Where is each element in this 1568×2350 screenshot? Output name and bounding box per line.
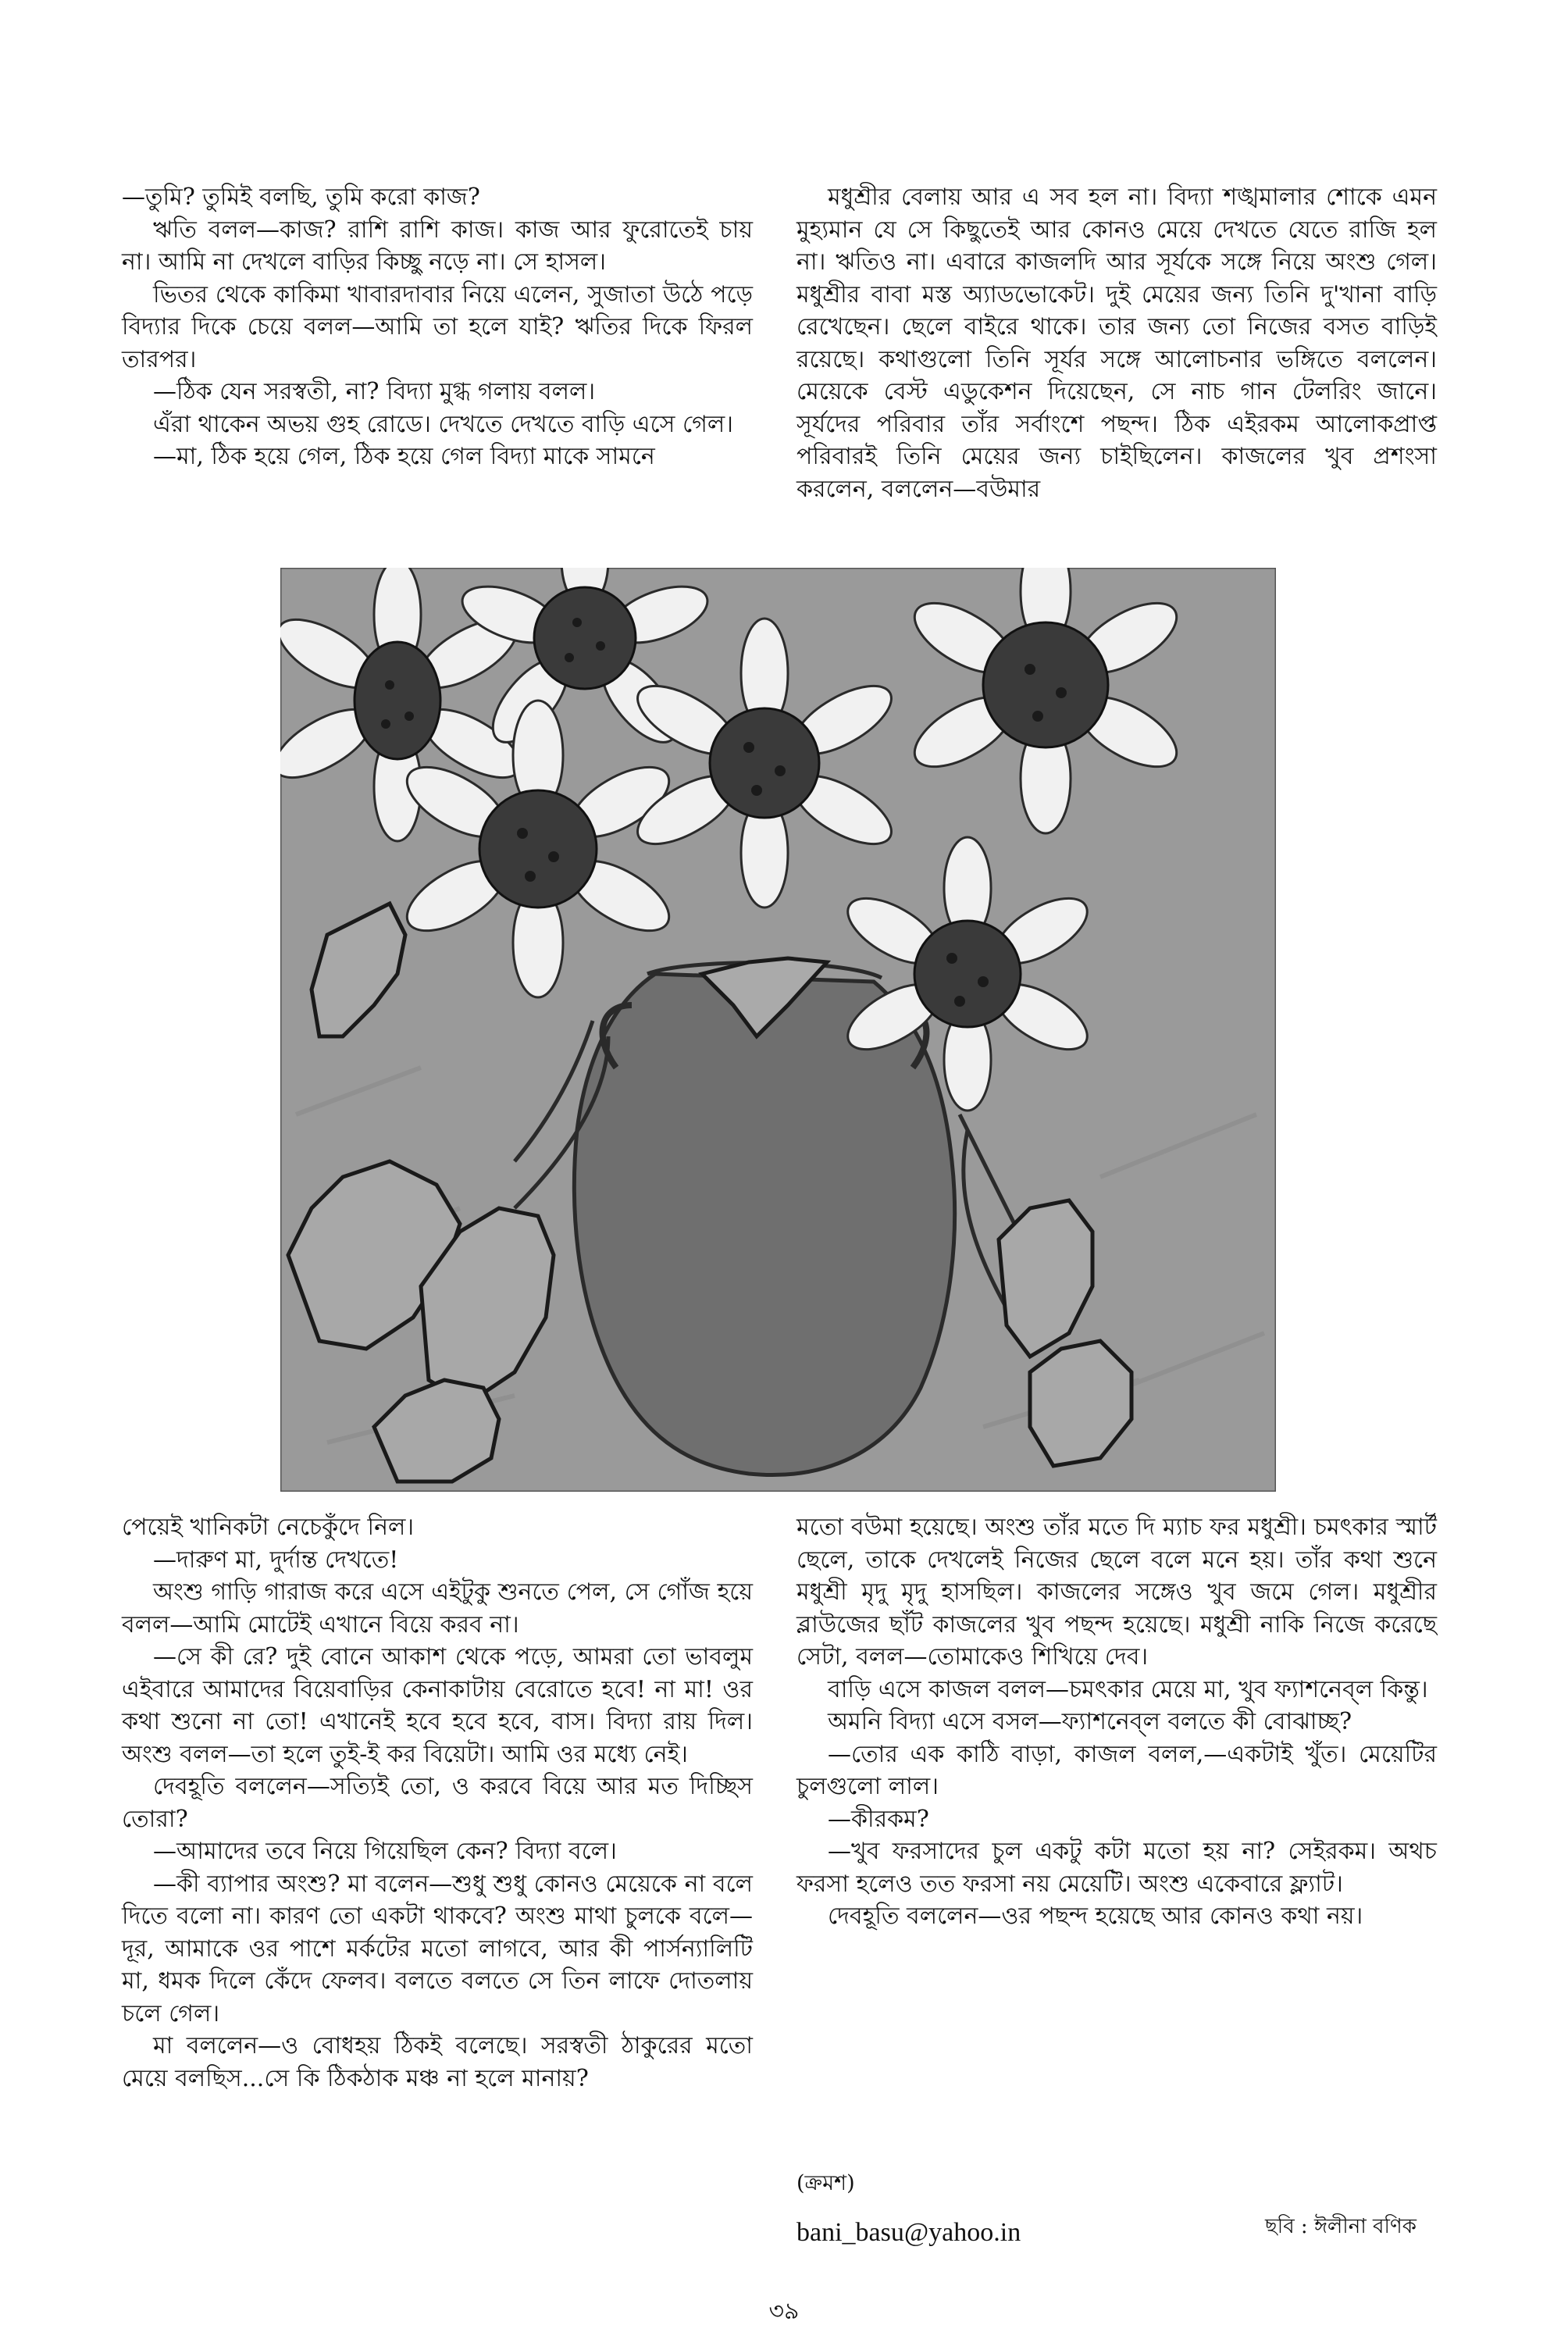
page-number: ৩৯: [768, 2298, 800, 2325]
paragraph: —তুমি? তুমিই বলছি, তুমি করো কাজ?: [122, 184, 480, 211]
paragraph: ভিতর থেকে কাকিমা খাবারদাবার নিয়ে এলেন, সুজাতা উঠে পড়ে বিদ্যার দিকে চেয়ে বলল—আমি তা হলে যাই? ঋতির দিকে ফিরল তারপর।: [122, 280, 753, 373]
paragraph: অংশু গাড়ি গারাজ করে এসে এইটুকু শুনতে পেল, সে গোঁজ হয়ে বলল—আমি মোটেই এখানে বিয়ে করব না।: [122, 1578, 753, 1639]
illustration-credit: ছবি : ঈলীনা বণিক: [1265, 2215, 1417, 2238]
paragraph: —তোর এক কাঠি বাড়া, কাজল বলল,—একটাই খুঁত। মেয়েটির চুলগুলো লাল।: [796, 1740, 1437, 1800]
paragraph: —কী ব্যাপার অংশু? মা বলেন—শুধু শুধু কোনও মেয়েকে না বলে দিতে বলো না। কারণ তো একটা থাকবে? অংশু মাথা চুলকে বলে—দূর, আমাকে ওর পাশে মর্কটের মতো লাগবে, আর কী পার্সন্যালিটি মা, ধমক দিলে কেঁদে ফেলব। বলতে বলতে সে তিন লাফে দোতলায় চলে গেল।: [122, 1870, 753, 2027]
paragraph: দেবহূতি বললেন—ওর পছন্দ হয়েছে আর কোনও কথা নয়।: [828, 1902, 1363, 1930]
paragraph: —মা, ঠিক হয়ে গেল, ঠিক হয়ে গেল বিদ্যা মাকে সামনে: [153, 443, 655, 470]
paragraph: —দারুণ মা, দুর্দান্ত দেখতে!: [153, 1546, 399, 1574]
author-email: bani_basu@yahoo.in: [796, 2218, 1021, 2247]
paragraph: মধুশ্রীর বেলায় আর এ সব হল না। বিদ্যা শঙ্খমালার শোকে এমন মুহ্যমান যে সে কিছুতেই আর কোনও মেয়ে দেখতে যেতে রাজি হল না। ঋতিও না। এবারে কাজলদি আর সূর্যকে সঙ্গে নিয়ে অংশু গেল। মধুশ্রীর বাবা মস্ত অ্যাডভোকেট। দুই মেয়ের জন্য তিনি দু'খানা বাড়ি রেখেছেন। ছেলে বাইরে থাকে। তার জন্য তো নিজের বসত বাড়িই রয়েছে। কথাগুলো তিনি সূর্যর সঙ্গে আলোচনার ভঙ্গিতে বললেন। মেয়েকে বেস্ট এডুকেশন দিয়েছেন, সে নাচ গান টেলরিং জানে। সূর্যদের পরিবার তাঁর সর্বাংশে পছন্দ। ঠিক এইরকম আলোকপ্রাপ্ত পরিবারই তিনি মেয়ের জন্য চাইছিলেন। কাজলের খুব প্রশংসা করলেন, বললেন—বউমার: [796, 184, 1437, 503]
sunflower-vase-illustration: [280, 568, 1276, 1492]
paragraph: —সে কী রে? দুই বোনে আকাশ থেকে পড়ে, আমরা তো ভাবলুম এইবারে আমাদের বিয়েবাড়ির কেনাকাটায় বেরোতে হবে! না মা! ওর কথা শুনো না তো! এখানেই হবে হবে হবে, বাস। বিদ্যা রায় দিল। অংশু বলল—তা হলে তুই-ই কর বিয়েটা। আমি ওর মধ্যে নেই।: [122, 1643, 753, 1768]
paragraph: অমনি বিদ্যা এসে বসল—ফ্যাশনেব্‌ল বলতে কী বোঝাচ্ছ?: [828, 1708, 1352, 1735]
paragraph: ঋতি বলল—কাজ? রাশি রাশি কাজ। কাজ আর ফুরোতেই চায় না। আমি না দেখলে বাড়ির কিচ্ছু নড়ে না। সে হাসল।: [122, 216, 753, 276]
paragraph: —আমাদের তবে নিয়ে গিয়েছিল কেন? বিদ্যা বলে।: [153, 1838, 617, 1865]
paragraph: —খুব ফরসাদের চুল একটু কটা মতো হয় না? সেইরকম। অথচ ফরসা হলেও তত ফরসা নয় মেয়েটি। অংশু একেবারে ফ্ল্যাট।: [796, 1838, 1437, 1898]
paragraph: পেয়েই খানিকটা নেচেকুঁদে নিল।: [122, 1514, 415, 1541]
paragraph: বাড়ি এসে কাজল বলল—চমৎকার মেয়ে মা, খুব ফ্যাশনেব্‌ল কিন্তু।: [828, 1675, 1428, 1703]
paragraph: মা বললেন—ও বোধহয় ঠিকই বলেছে। সরস্বতী ঠাকুরের মতো মেয়ে বলছিস...সে কি ঠিকঠাক মঞ্চ না হলে মানায়?: [122, 2032, 753, 2092]
article-column-bottom-left: [122, 1511, 753, 2095]
paragraph: এঁরা থাকেন অভয় গুহ রোডে। দেখতে দেখতে বাড়ি এসে গেল।: [153, 410, 733, 438]
continued-label: (ক্রমশ): [796, 2171, 855, 2195]
article-column-top-right: [796, 181, 1437, 505]
article-column-top-left: [122, 181, 753, 473]
article-column-bottom-right: [796, 1511, 1437, 1933]
paragraph: —কীরকম?: [828, 1805, 929, 1833]
paragraph: —ঠিক যেন সরস্বতী, না? বিদ্যা মুগ্ধ গলায় বলল।: [153, 378, 596, 405]
paragraph: মতো বউমা হয়েছে। অংশু তাঁর মতে দি ম্যাচ ফর মধুশ্রী। চমৎকার স্মার্ট ছেলে, তাকে দেখলেই নিজের ছেলে বলে মনে হয়। তাঁর কথা শুনে মধুশ্রী মৃদু মৃদু হাসছিল। কাজলের সঙ্গেও খুব জমে গেল। মধুশ্রীর ব্লাউজের ছাঁট কাজলের খুব পছন্দ হয়েছে। মধুশ্রী নাকি নিজে করেছে সেটা, বলল—তোমাকেও শিখিয়ে দেব।: [796, 1514, 1437, 1671]
paragraph: দেবহূতি বললেন—সত্যিই তো, ও করবে বিয়ে আর মত দিচ্ছিস তোরা?: [122, 1773, 753, 1833]
